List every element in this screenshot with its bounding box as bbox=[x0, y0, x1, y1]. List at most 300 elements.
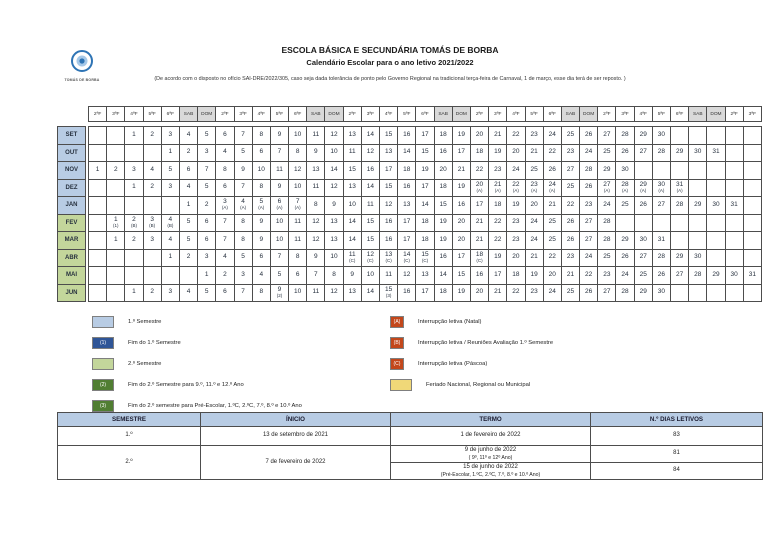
calendar-day-cell bbox=[726, 180, 744, 198]
calendar-day-cell: 4 bbox=[162, 232, 180, 250]
calendar-day-cell: 2 bbox=[144, 285, 162, 303]
calendar-day-cell: 6 bbox=[216, 285, 234, 303]
calendar-day-cell bbox=[707, 232, 725, 250]
calendar-day-cell: 29 bbox=[707, 267, 725, 285]
calendar-day-cell: 11 bbox=[271, 162, 289, 180]
semestre-1: 1.º bbox=[58, 427, 201, 446]
weekday-header-cell: 5ªF bbox=[271, 107, 289, 122]
calendar-day-cell: 14 bbox=[344, 232, 362, 250]
calendar-day-cell: 30 bbox=[689, 145, 707, 163]
calendar-day-cell: 7 bbox=[271, 250, 289, 268]
calendar-day-cell: 12 bbox=[307, 232, 325, 250]
calendar-day-cell: 11 bbox=[344, 145, 362, 163]
calendar-day-cell: 9 bbox=[307, 145, 325, 163]
calendar-day-cell: 16 bbox=[398, 127, 416, 145]
calendar-day-cell: 11 bbox=[307, 285, 325, 303]
weekday-header-cell: 6ªF bbox=[671, 107, 689, 122]
calendar-day-cell: 26 bbox=[616, 250, 634, 268]
calendar-day-cell: 30 (A) bbox=[653, 180, 671, 198]
calendar-day-cell: 27 bbox=[653, 197, 671, 215]
calendar-day-cell bbox=[125, 250, 143, 268]
legend-item bbox=[92, 358, 161, 370]
calendar-day-cell: 8 bbox=[307, 197, 325, 215]
calendar-day-cell: 17 bbox=[489, 267, 507, 285]
calendar-day-cell: 20 bbox=[435, 162, 453, 180]
calendar-day-cell: 24 bbox=[544, 285, 562, 303]
calendar-day-cell: 27 (A) bbox=[598, 180, 616, 198]
calendar-day-cell: 27 bbox=[671, 267, 689, 285]
calendar-day-cell: 21 (A) bbox=[489, 180, 507, 198]
calendar-day-cell: 5 bbox=[235, 250, 253, 268]
termo-1: 1 de fevereiro de 2022 bbox=[391, 427, 591, 446]
calendar-day-cell bbox=[689, 180, 707, 198]
weekday-header-cell: DOM bbox=[453, 107, 471, 122]
calendar-day-cell: 17 bbox=[471, 197, 489, 215]
calendar-day-cell: 10 bbox=[362, 267, 380, 285]
calendar-day-cell: 29 bbox=[635, 127, 653, 145]
calendar-day-cell bbox=[744, 197, 762, 215]
calendar-day-cell: 28 (A) bbox=[616, 180, 634, 198]
calendar-day-cell bbox=[144, 145, 162, 163]
calendar-day-cell: 23 bbox=[507, 215, 525, 233]
calendar-day-cell: 10 bbox=[253, 162, 271, 180]
weekday-header-cell: 2ªF bbox=[726, 107, 744, 122]
calendar-day-cell bbox=[162, 197, 180, 215]
calendar-day-cell bbox=[89, 285, 107, 303]
calendar-day-cell: 6 (A) bbox=[271, 197, 289, 215]
calendar-day-cell: 4 bbox=[216, 145, 234, 163]
calendar-day-cell: 29 bbox=[689, 197, 707, 215]
calendar-day-cell bbox=[726, 215, 744, 233]
legend-label: Fim do 2.º semestre para Pré-Escolar, 1.ºC, 2.ºC, 7.º, 8.º e 10.º Ano bbox=[128, 403, 302, 409]
calendar-day-cell: 11 (C) bbox=[344, 250, 362, 268]
weekday-header-cell: 3ªF bbox=[616, 107, 634, 122]
calendar-day-cell: 3 bbox=[162, 127, 180, 145]
calendar-day-cell: 19 bbox=[489, 250, 507, 268]
weekday-header-cell: 3ªF bbox=[489, 107, 507, 122]
calendar-day-cell: 25 bbox=[544, 215, 562, 233]
calendar-day-cell bbox=[726, 285, 744, 303]
calendar-day-cell: 19 bbox=[453, 180, 471, 198]
calendar-day-cell: 9 bbox=[253, 215, 271, 233]
calendar-day-cell: 30 bbox=[726, 267, 744, 285]
calendar-day-cell: 8 bbox=[253, 180, 271, 198]
calendar-day-cell: 11 bbox=[307, 180, 325, 198]
calendar-day-cell: 23 bbox=[598, 267, 616, 285]
calendar-day-cell: 26 bbox=[580, 180, 598, 198]
calendar-day-cell: 4 bbox=[180, 180, 198, 198]
legend-item bbox=[390, 337, 553, 349]
calendar-day-cell: 24 (A) bbox=[544, 180, 562, 198]
semestre-2: 2.º bbox=[58, 446, 201, 480]
calendar-day-cell: 13 bbox=[344, 127, 362, 145]
calendar-day-cell: 19 bbox=[489, 145, 507, 163]
calendar-day-cell: 4 bbox=[180, 127, 198, 145]
calendar-day-cell: 22 (A) bbox=[507, 180, 525, 198]
termo-2a-scope: ( 9º, 11º e 12º Ano) bbox=[468, 454, 513, 461]
calendar-day-cell: 19 bbox=[453, 127, 471, 145]
calendar-day-cell: 30 bbox=[707, 197, 725, 215]
calendar-day-cell bbox=[671, 215, 689, 233]
calendar-day-cell: 10 bbox=[271, 215, 289, 233]
calendar-day-cell: 19 bbox=[507, 197, 525, 215]
calendar-day-cell: 21 bbox=[453, 162, 471, 180]
calendar-day-cell bbox=[726, 127, 744, 145]
calendar-day-cell: 4 bbox=[253, 267, 271, 285]
calendar-day-cell bbox=[89, 127, 107, 145]
calendar-day-cell bbox=[125, 145, 143, 163]
calendar-day-cell: 2 bbox=[144, 180, 162, 198]
calendar-day-cell: 27 bbox=[635, 250, 653, 268]
calendar-day-cell: 16 bbox=[453, 197, 471, 215]
month-label-out: OUT bbox=[58, 145, 86, 163]
calendar-day-cell: 18 bbox=[435, 180, 453, 198]
calendar-day-cell: 30 bbox=[635, 232, 653, 250]
calendar-day-cell: 12 bbox=[325, 285, 343, 303]
calendar-day-cell: 25 bbox=[526, 162, 544, 180]
calendar-day-cell bbox=[107, 145, 125, 163]
legend-item bbox=[92, 316, 161, 328]
weekday-header-row bbox=[88, 106, 762, 122]
calendar-day-cell: 6 bbox=[216, 180, 234, 198]
col-header-dias-letivos: N.º DIAS LETIVOS bbox=[591, 413, 763, 427]
calendar-day-cell: 27 bbox=[598, 127, 616, 145]
calendar-day-cell bbox=[89, 250, 107, 268]
calendar-day-cell: 14 bbox=[416, 197, 434, 215]
calendar-day-cell bbox=[689, 232, 707, 250]
calendar-day-cell bbox=[144, 197, 162, 215]
calendar-day-cell: 9 bbox=[307, 250, 325, 268]
calendar-day-cell: 16 bbox=[435, 145, 453, 163]
calendar-day-cell: 20 (A) bbox=[471, 180, 489, 198]
weekday-header-cell: 4ªF bbox=[253, 107, 271, 122]
calendar-day-cell: 24 bbox=[616, 267, 634, 285]
calendar-day-cell bbox=[707, 162, 725, 180]
calendar-day-cell: 5 (A) bbox=[253, 197, 271, 215]
calendar-day-cell: 7 bbox=[216, 232, 234, 250]
calendar-day-cell: 13 bbox=[344, 285, 362, 303]
legend-label: 1.º Semestre bbox=[128, 319, 162, 325]
weekday-header-cell: 2ªF bbox=[344, 107, 362, 122]
calendar-day-cell: 13 bbox=[325, 232, 343, 250]
calendar-day-cell: 14 bbox=[325, 162, 343, 180]
calendar-day-cell: 16 bbox=[362, 162, 380, 180]
legend-label: Interrupção letiva / Reuniões Avaliação 1.º Semestre bbox=[418, 340, 554, 346]
calendar-day-cell: 1 (1) bbox=[107, 215, 125, 233]
legend-item bbox=[390, 379, 530, 391]
calendar-day-cell: 2 bbox=[180, 145, 198, 163]
calendar-day-cell: 21 bbox=[489, 285, 507, 303]
legend-item bbox=[390, 316, 481, 328]
carnival-note: (De acordo com o disposto no ofício SAI-DRE/2022/305, caso seja dada tolerância de ponto pelo Governo Regional na tradicional terça-feira de Carnaval, 1 de março, esse dia terá de ser reposto. ) bbox=[154, 76, 626, 82]
calendar-day-cell: 1 bbox=[125, 285, 143, 303]
dias-1: 83 bbox=[591, 427, 763, 446]
calendar-day-cell: 8 bbox=[235, 215, 253, 233]
calendar-day-cell: 6 bbox=[253, 145, 271, 163]
calendar-day-cell: 23 bbox=[562, 145, 580, 163]
legend-swatch: (3) bbox=[92, 400, 114, 412]
calendar-day-cell: 5 bbox=[235, 145, 253, 163]
calendar-day-cell: 10 bbox=[289, 127, 307, 145]
calendar-day-cell: 29 bbox=[598, 162, 616, 180]
calendar-day-cell: 19 bbox=[526, 267, 544, 285]
calendar-day-cell: 9 bbox=[271, 180, 289, 198]
calendar-day-cell: 28 bbox=[616, 127, 634, 145]
calendar-day-cell: 27 bbox=[580, 215, 598, 233]
calendar-day-cell bbox=[89, 215, 107, 233]
calendar-day-cell: 13 bbox=[344, 180, 362, 198]
calendar-day-cell: 25 bbox=[616, 197, 634, 215]
calendar-day-cell: 18 bbox=[435, 285, 453, 303]
calendar-day-cell: 26 bbox=[580, 285, 598, 303]
calendar-day-cell: 9 bbox=[253, 232, 271, 250]
weekday-header-cell: SAB bbox=[435, 107, 453, 122]
calendar-day-cell: 4 bbox=[180, 285, 198, 303]
calendar-day-cell: 9 bbox=[271, 127, 289, 145]
legend-swatch: (C) bbox=[390, 358, 404, 370]
month-label-mar: MAR bbox=[58, 232, 86, 250]
legend-item bbox=[390, 358, 487, 370]
calendar-day-cell: 21 bbox=[526, 250, 544, 268]
calendar-day-cell: 12 bbox=[398, 267, 416, 285]
dias-2a: 81 bbox=[591, 446, 763, 463]
calendar-day-cell bbox=[707, 250, 725, 268]
table-row bbox=[58, 427, 763, 446]
calendar-day-cell: 3 bbox=[198, 250, 216, 268]
weekday-header-cell: 3ªF bbox=[744, 107, 762, 122]
title-block bbox=[60, 45, 720, 82]
month-label-nov: NOV bbox=[58, 162, 86, 180]
calendar-day-cell: 22 bbox=[507, 127, 525, 145]
weekday-header-cell: SAB bbox=[180, 107, 198, 122]
calendar-day-cell: 11 bbox=[307, 127, 325, 145]
calendar-day-cell: 22 bbox=[471, 162, 489, 180]
calendar-day-cell: 12 bbox=[325, 127, 343, 145]
calendar-day-cell: 2 bbox=[180, 250, 198, 268]
legend-swatch bbox=[92, 316, 114, 328]
calendar-day-cell: 28 bbox=[580, 162, 598, 180]
calendar-day-cell: 4 (A) bbox=[235, 197, 253, 215]
weekday-header-cell: 5ªF bbox=[526, 107, 544, 122]
calendar-day-cell: 26 bbox=[616, 145, 634, 163]
calendar-day-cell: 27 bbox=[580, 232, 598, 250]
calendar-day-cell: 13 bbox=[307, 162, 325, 180]
calendar-day-cell: 6 bbox=[180, 162, 198, 180]
calendar-day-cell: 4 bbox=[216, 250, 234, 268]
calendar-day-cell bbox=[125, 267, 143, 285]
calendar-day-cell: 7 bbox=[235, 285, 253, 303]
calendar-day-cell: 3 bbox=[162, 180, 180, 198]
calendar-day-cell: 21 bbox=[489, 127, 507, 145]
calendar-day-cell bbox=[726, 250, 744, 268]
legend-label: Fim do 2.º Semestre para 9.º, 11.º e 12.º Ano bbox=[128, 382, 244, 388]
month-label-fev: FEV bbox=[58, 215, 86, 233]
calendar-day-cell: 15 (3) bbox=[380, 285, 398, 303]
legend-swatch bbox=[92, 358, 114, 370]
calendar-day-cell: 11 bbox=[289, 232, 307, 250]
calendar-day-cell: 8 bbox=[253, 127, 271, 145]
weekday-header-cell: DOM bbox=[707, 107, 725, 122]
calendar-day-cell: 12 bbox=[289, 162, 307, 180]
calendar-day-cell: 28 bbox=[616, 285, 634, 303]
calendar-day-cell: 15 (C) bbox=[416, 250, 434, 268]
calendar-day-cell: 8 bbox=[325, 267, 343, 285]
calendar-day-cell: 24 bbox=[526, 215, 544, 233]
calendar-day-cell: 26 bbox=[580, 127, 598, 145]
month-label-set: SET bbox=[58, 127, 86, 145]
calendar-day-cell bbox=[653, 215, 671, 233]
calendar-day-cell: 14 bbox=[398, 145, 416, 163]
calendar-day-cell: 28 bbox=[671, 197, 689, 215]
calendar-day-cell: 18 (C) bbox=[471, 250, 489, 268]
calendar-day-cell bbox=[125, 197, 143, 215]
calendar-day-cell: 20 bbox=[471, 285, 489, 303]
calendar-day-cell: 13 bbox=[416, 267, 434, 285]
calendar-day-cell: 6 bbox=[198, 232, 216, 250]
calendar-day-cell: 2 bbox=[216, 267, 234, 285]
calendar-day-cell: 7 bbox=[216, 215, 234, 233]
month-label-abr: ABR bbox=[58, 250, 86, 268]
calendar-day-cell: 12 bbox=[325, 180, 343, 198]
page-subtitle: Calendário Escolar para o ano letivo 2021/2022 bbox=[306, 58, 474, 67]
calendar-day-cell: 24 bbox=[507, 162, 525, 180]
calendar-grid bbox=[88, 126, 762, 302]
calendar-day-cell: 6 bbox=[289, 267, 307, 285]
calendar-day-cell: 22 bbox=[507, 285, 525, 303]
calendar-day-cell: 30 bbox=[653, 285, 671, 303]
calendar-day-cell: 23 bbox=[580, 197, 598, 215]
calendar-day-cell: 5 bbox=[162, 162, 180, 180]
calendar-day-cell: 7 bbox=[198, 162, 216, 180]
calendar-day-cell: 14 bbox=[344, 215, 362, 233]
calendar-day-cell bbox=[744, 232, 762, 250]
calendar-day-cell: 4 (B) bbox=[162, 215, 180, 233]
weekday-header-cell: SAB bbox=[307, 107, 325, 122]
calendar-day-cell: 15 bbox=[416, 145, 434, 163]
calendar-day-cell: 8 bbox=[253, 285, 271, 303]
calendar-day-cell: 20 bbox=[507, 145, 525, 163]
calendar-day-cell: 5 bbox=[180, 215, 198, 233]
calendar-day-cell: 14 bbox=[435, 267, 453, 285]
month-label-dez: DEZ bbox=[58, 180, 86, 198]
calendar-day-cell: 19 bbox=[453, 285, 471, 303]
calendar-day-cell: 20 bbox=[471, 127, 489, 145]
calendar-day-cell: 1 bbox=[162, 250, 180, 268]
calendar-day-cell: 19 bbox=[416, 162, 434, 180]
calendar-day-cell bbox=[144, 250, 162, 268]
calendar-day-cell: 10 bbox=[325, 145, 343, 163]
calendar-day-cell: 9 bbox=[344, 267, 362, 285]
weekday-header-cell: 4ªF bbox=[380, 107, 398, 122]
calendar-day-cell bbox=[144, 267, 162, 285]
calendar-day-cell: 5 bbox=[198, 127, 216, 145]
calendar-day-cell: 13 (C) bbox=[380, 250, 398, 268]
dias-2b: 84 bbox=[591, 463, 763, 480]
inicio-1: 13 de setembro de 2021 bbox=[201, 427, 391, 446]
calendar-day-cell bbox=[707, 127, 725, 145]
calendar-day-cell: 24 bbox=[580, 250, 598, 268]
legend-label: Fim do 1.º Semestre bbox=[128, 340, 181, 346]
calendar-day-cell: 3 bbox=[235, 267, 253, 285]
weekday-header-cell: DOM bbox=[198, 107, 216, 122]
weekday-header-cell: 3ªF bbox=[362, 107, 380, 122]
calendar-day-cell: 27 bbox=[562, 162, 580, 180]
calendar-day-cell: 5 bbox=[271, 267, 289, 285]
calendar-day-cell bbox=[707, 215, 725, 233]
calendar-day-cell: 23 bbox=[507, 232, 525, 250]
calendar-day-cell: 28 bbox=[689, 267, 707, 285]
weekday-header-cell: 6ªF bbox=[162, 107, 180, 122]
calendar-day-cell: 3 (A) bbox=[216, 197, 234, 215]
calendar-day-cell: 12 (C) bbox=[362, 250, 380, 268]
calendar-day-cell: 12 bbox=[380, 197, 398, 215]
weekday-header-cell: 4ªF bbox=[125, 107, 143, 122]
calendar-day-cell: 31 bbox=[744, 267, 762, 285]
calendar-day-cell: 26 bbox=[544, 162, 562, 180]
calendar-day-cell: 22 bbox=[544, 250, 562, 268]
calendar-day-cell: 8 bbox=[289, 250, 307, 268]
termo-2a-date: 9 de junho de 2022 bbox=[464, 447, 517, 453]
calendar-day-cell: 28 bbox=[653, 250, 671, 268]
calendar-day-cell: 5 bbox=[180, 232, 198, 250]
calendar-day-cell: 28 bbox=[653, 145, 671, 163]
calendar-day-cell bbox=[689, 215, 707, 233]
weekday-header-cell: 4ªF bbox=[507, 107, 525, 122]
calendar-day-cell: 15 bbox=[380, 127, 398, 145]
calendar-day-cell: 21 bbox=[544, 197, 562, 215]
legend-swatch: (1) bbox=[92, 337, 114, 349]
calendar-day-cell bbox=[89, 180, 107, 198]
col-header-termo: TERMO bbox=[391, 413, 591, 427]
calendar-day-cell: 20 bbox=[544, 267, 562, 285]
weekday-header-cell: 6ªF bbox=[289, 107, 307, 122]
calendar-day-cell: 7 bbox=[235, 127, 253, 145]
calendar-day-cell bbox=[671, 285, 689, 303]
calendar-day-cell: 15 bbox=[362, 232, 380, 250]
calendar-day-cell: 25 bbox=[562, 180, 580, 198]
calendar-day-cell: 19 bbox=[435, 232, 453, 250]
calendar-day-cell: 10 bbox=[344, 197, 362, 215]
weekday-header-cell: 5ªF bbox=[653, 107, 671, 122]
calendar-day-cell: 3 bbox=[162, 285, 180, 303]
calendar-day-cell: 9 bbox=[235, 162, 253, 180]
calendar-day-cell: 24 bbox=[526, 232, 544, 250]
calendar-day-cell: 16 bbox=[398, 180, 416, 198]
calendar-day-cell: 1 bbox=[125, 127, 143, 145]
calendar-day-cell: 9 (2) bbox=[271, 285, 289, 303]
calendar-day-cell bbox=[744, 127, 762, 145]
calendar-day-cell: 2 bbox=[144, 127, 162, 145]
legend-label: 2.º Semestre bbox=[128, 361, 162, 367]
calendar-day-cell bbox=[107, 285, 125, 303]
calendar-day-cell: 23 bbox=[526, 127, 544, 145]
calendar-day-cell: 18 bbox=[507, 267, 525, 285]
calendar-day-cell: 27 bbox=[635, 145, 653, 163]
calendar-day-cell: 15 bbox=[435, 197, 453, 215]
calendar-day-cell bbox=[707, 285, 725, 303]
calendar-day-cell: 4 bbox=[144, 162, 162, 180]
calendar-day-cell bbox=[726, 232, 744, 250]
calendar-day-cell bbox=[707, 180, 725, 198]
calendar-day-cell: 8 bbox=[216, 162, 234, 180]
calendar-day-cell: 29 (A) bbox=[635, 180, 653, 198]
calendar-day-cell: 3 (B) bbox=[144, 215, 162, 233]
legend-label: Feriado Nacional, Regional ou Municipal bbox=[426, 382, 531, 388]
calendar-day-cell: 11 bbox=[380, 267, 398, 285]
calendar-day-cell: 16 bbox=[398, 285, 416, 303]
termo-2b-date: 15 de junho de 2022 bbox=[463, 464, 518, 470]
calendar-day-cell bbox=[180, 267, 198, 285]
